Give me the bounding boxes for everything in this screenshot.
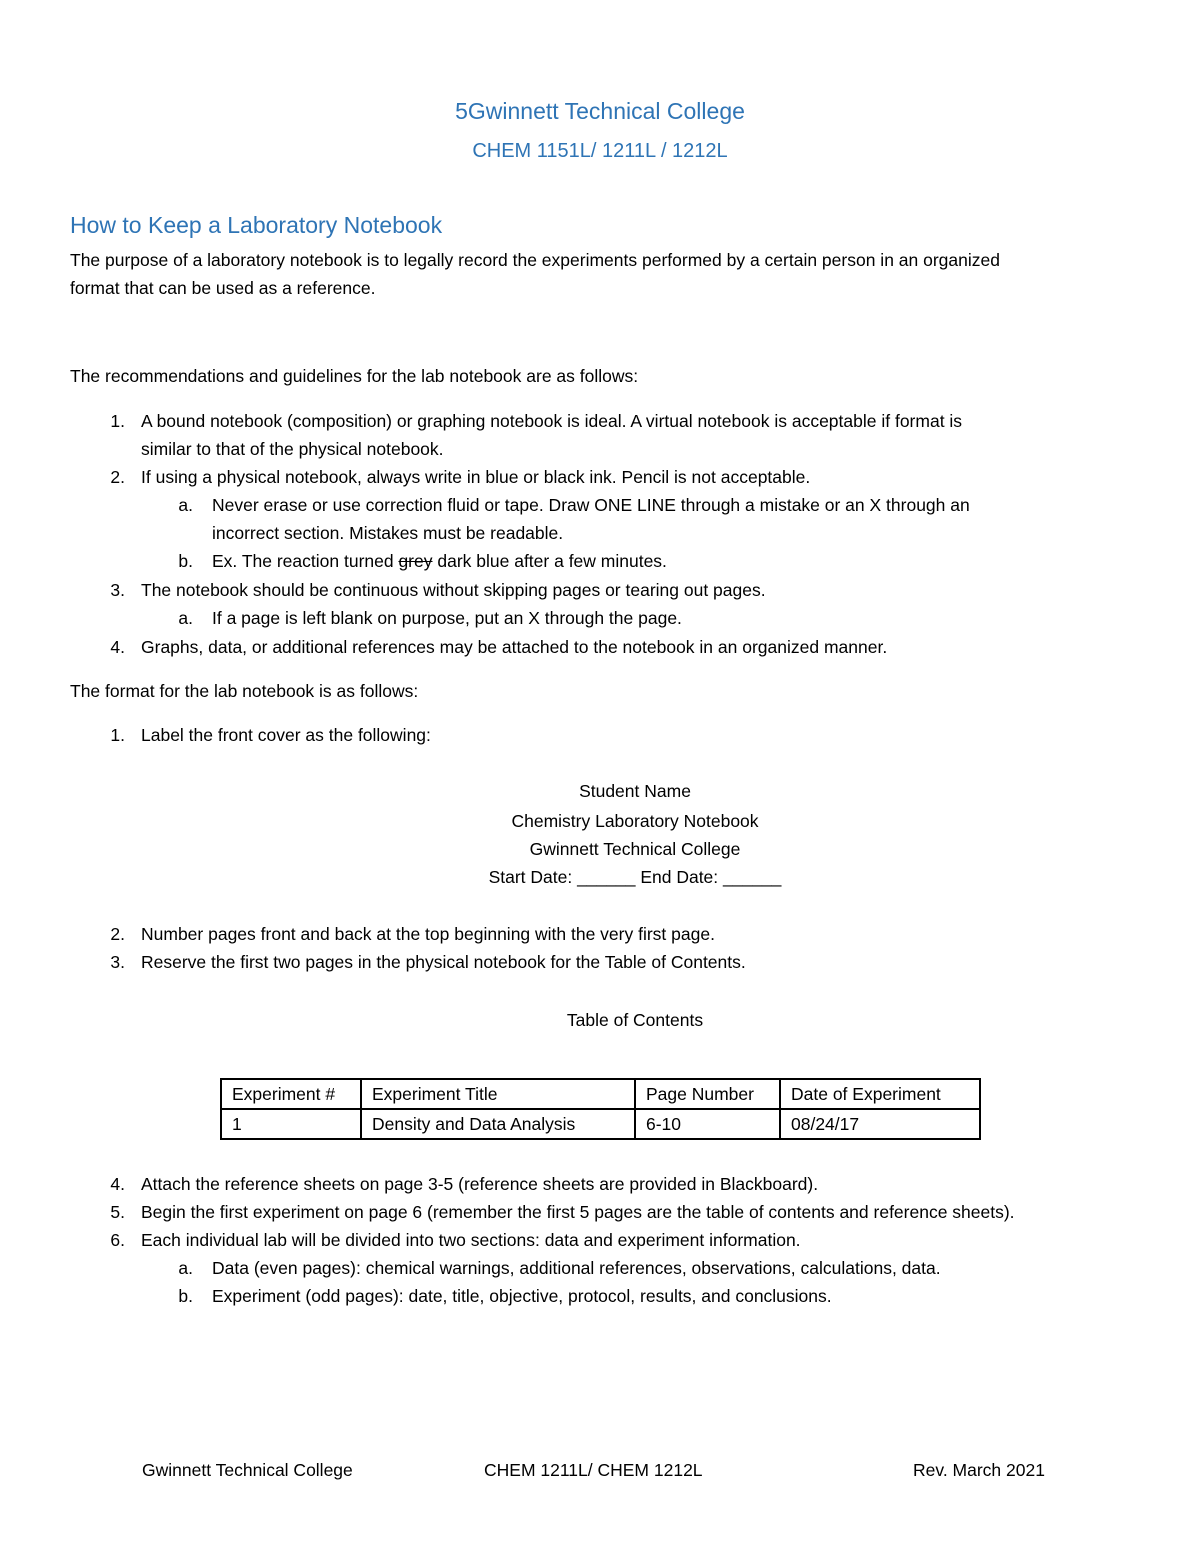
list-letter: b. [178, 551, 193, 571]
table-row [221, 1109, 980, 1139]
col-experiment-title: Experiment Title [361, 1079, 635, 1109]
cover-line-2: Chemistry Laboratory Notebook [511, 811, 759, 831]
cover-line-3: Gwinnett Technical College [529, 839, 741, 859]
rec-item-2: If using a physical notebook, always write in blue or black ink. Pencil is not acceptable. [141, 467, 811, 487]
intro-line-2: format that can be used as a reference. [70, 278, 376, 298]
cover-line-4: Start Date: ______ End Date: ______ [488, 867, 782, 887]
list-letter: b. [178, 1286, 193, 1306]
format-item-2: Number pages front and back at the top beginning with the very first page. [141, 924, 715, 944]
recommendations-heading: The recommendations and guidelines for the lab notebook are as follows: [70, 366, 639, 386]
cell-page-number: 6-10 [635, 1109, 780, 1139]
cover-line-1: Student Name [579, 781, 691, 801]
list-number: 3. [110, 580, 125, 600]
example-prefix: Ex. The reaction turned [212, 551, 399, 571]
list-number: 3. [110, 952, 125, 972]
footer-right: Rev. March 2021 [913, 1460, 1045, 1480]
list-letter: a. [178, 608, 193, 628]
list-number: 2. [110, 924, 125, 944]
format-item-6b: Experiment (odd pages): date, title, objective, protocol, results, and conclusions. [212, 1286, 832, 1306]
col-page-number: Page Number [635, 1079, 780, 1109]
table-of-contents [220, 1078, 981, 1140]
rec-item-2a-line-2: incorrect section. Mistakes must be readable. [212, 523, 564, 543]
rec-item-2a-line-1: Never erase or use correction fluid or tape. Draw ONE LINE through a mistake or an X through an [212, 495, 970, 515]
footer-left: Gwinnett Technical College [142, 1460, 353, 1480]
list-number: 4. [110, 637, 125, 657]
list-letter: a. [178, 1258, 193, 1278]
list-number: 5. [110, 1202, 125, 1222]
example-suffix: dark blue after a few minutes. [432, 551, 667, 571]
rec-item-3: The notebook should be continuous without skipping pages or tearing out pages. [141, 580, 766, 600]
rec-item-1-line-1: A bound notebook (composition) or graphing notebook is ideal. A virtual notebook is acceptable if format is [141, 411, 963, 431]
rec-item-1-line-2: similar to that of the physical notebook. [141, 439, 444, 459]
toc-caption: Table of Contents [566, 1010, 704, 1030]
format-item-6: Each individual lab will be divided into two sections: data and experiment information. [141, 1230, 801, 1250]
header-college: 5Gwinnett Technical College [455, 98, 745, 124]
list-letter: a. [178, 495, 193, 515]
format-item-6a: Data (even pages): chemical warnings, additional references, observations, calculations, data. [212, 1258, 941, 1278]
list-number: 1. [110, 725, 125, 745]
rec-item-3a: If a page is left blank on purpose, put an X through the page. [212, 608, 682, 628]
rec-item-2b [212, 547, 667, 575]
format-item-4: Attach the reference sheets on page 3-5 (reference sheets are provided in Blackboard). [141, 1174, 819, 1194]
rec-item-4: Graphs, data, or additional references may be attached to the notebook in an organized manner. [141, 637, 888, 657]
table-header-row [221, 1079, 980, 1109]
intro-line-1: The purpose of a laboratory notebook is to legally record the experiments performed by a certain person in an organized [70, 250, 1000, 270]
struck-word: grey [398, 551, 433, 571]
cell-date-of-experiment: 08/24/17 [780, 1109, 980, 1139]
cell-experiment-title: Density and Data Analysis [361, 1109, 635, 1139]
list-number: 1. [110, 411, 125, 431]
header-courses: CHEM 1151L/ 1211L / 1212L [472, 140, 728, 162]
format-item-5: Begin the first experiment on page 6 (remember the first 5 pages are the table of contents and reference sheets). [141, 1202, 1015, 1222]
cell-experiment-number: 1 [221, 1109, 361, 1139]
format-heading: The format for the lab notebook is as follows: [70, 681, 419, 701]
footer-center: CHEM 1211L/ CHEM 1212L [484, 1460, 703, 1480]
list-number: 2. [110, 467, 125, 487]
list-number: 4. [110, 1174, 125, 1194]
col-date-of-experiment: Date of Experiment [780, 1079, 980, 1109]
list-number: 6. [110, 1230, 125, 1250]
page-title: How to Keep a Laboratory Notebook [70, 212, 443, 238]
format-item-3: Reserve the first two pages in the physical notebook for the Table of Contents. [141, 952, 746, 972]
format-item-1: Label the front cover as the following: [141, 725, 431, 745]
col-experiment-number: Experiment # [221, 1079, 361, 1109]
